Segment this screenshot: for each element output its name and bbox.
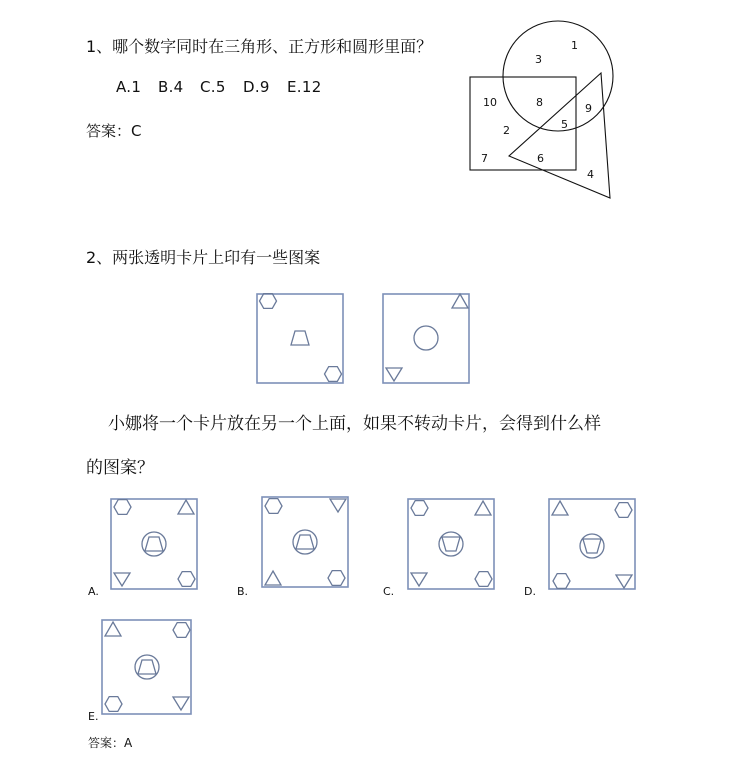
- triangle-up-shape: [265, 571, 281, 585]
- option-e-card: [102, 620, 191, 714]
- hexagon-shape: [553, 574, 570, 589]
- q1-option-e: E.12: [287, 78, 322, 96]
- option-d-label: D.: [524, 585, 536, 598]
- q2-paragraph-line1: 小娜将一个卡片放在另一个上面，如果不转动卡片，会得到什么样: [108, 414, 601, 434]
- triangle-up-shape: [552, 501, 568, 515]
- venn-number: 2: [503, 124, 510, 137]
- hexagon-shape: [178, 572, 195, 587]
- option-card-frame: [111, 499, 197, 589]
- q1-question: 1、哪个数字同时在三角形、正方形和圆形里面？: [86, 37, 433, 56]
- triangle-down-shape: [114, 573, 130, 586]
- triangle-up-shape: [475, 501, 491, 515]
- option-a-card: [111, 499, 197, 589]
- venn-number: 4: [587, 168, 594, 181]
- q1-option-b: B.4: [158, 78, 184, 96]
- hexagon-shape: [105, 697, 122, 712]
- option-e-label: E.: [88, 710, 99, 723]
- venn-number: 5: [561, 118, 568, 131]
- venn-number: 1: [571, 39, 578, 52]
- option-card-frame: [102, 620, 191, 714]
- venn-number: 7: [481, 152, 488, 165]
- option-d-card: [549, 499, 635, 589]
- triangle-down-shape: [411, 573, 427, 586]
- hexagon-shape: [411, 501, 428, 516]
- option-b-label: B.: [237, 585, 249, 598]
- trapezoid-shape: [296, 535, 314, 549]
- hexagon-shape: [173, 623, 190, 638]
- q2-paragraph-line2: 的图案？: [86, 458, 154, 478]
- hexagon-shape: [615, 503, 632, 518]
- circle-shape: [293, 530, 317, 554]
- q1-answer: 答案：C: [86, 122, 142, 140]
- triangle-down-shape: [173, 697, 189, 710]
- option-c-label: C.: [383, 585, 395, 598]
- triangle-down-shape: [616, 575, 632, 588]
- q2-title: 2、两张透明卡片上印有一些图案: [86, 248, 321, 267]
- circle-shape: [142, 532, 166, 556]
- trapezoid-shape: [145, 537, 163, 551]
- trapezoid-inverted-shape: [442, 537, 460, 551]
- venn-number: 3: [535, 53, 542, 66]
- circle-shape: [580, 534, 604, 558]
- triangle-down-shape: [330, 499, 346, 512]
- trapezoid-shape: [138, 660, 156, 674]
- hexagon-shape: [328, 571, 345, 586]
- venn-number: 10: [483, 96, 497, 109]
- option-c-card: [408, 499, 494, 589]
- q1-option-a: A.1: [116, 78, 142, 96]
- q2-answer: 答案：A: [88, 736, 133, 750]
- q1-option-d: D.9: [243, 78, 270, 96]
- circle-shape: [439, 532, 463, 556]
- hexagon-shape: [265, 499, 282, 514]
- hexagon-shape: [114, 500, 131, 515]
- q1-option-c: C.5: [200, 78, 226, 96]
- option-card-frame: [408, 499, 494, 589]
- option-b-card: [262, 497, 348, 587]
- trapezoid-inverted-shape: [583, 539, 601, 553]
- venn-number: 6: [537, 152, 544, 165]
- triangle-up-shape: [105, 622, 121, 636]
- option-a-label: A.: [88, 585, 99, 598]
- venn-number: 9: [585, 102, 592, 115]
- circle-shape: [135, 655, 159, 679]
- triangle-up-shape: [178, 500, 194, 514]
- venn-number: 8: [536, 96, 543, 109]
- hexagon-shape: [475, 572, 492, 587]
